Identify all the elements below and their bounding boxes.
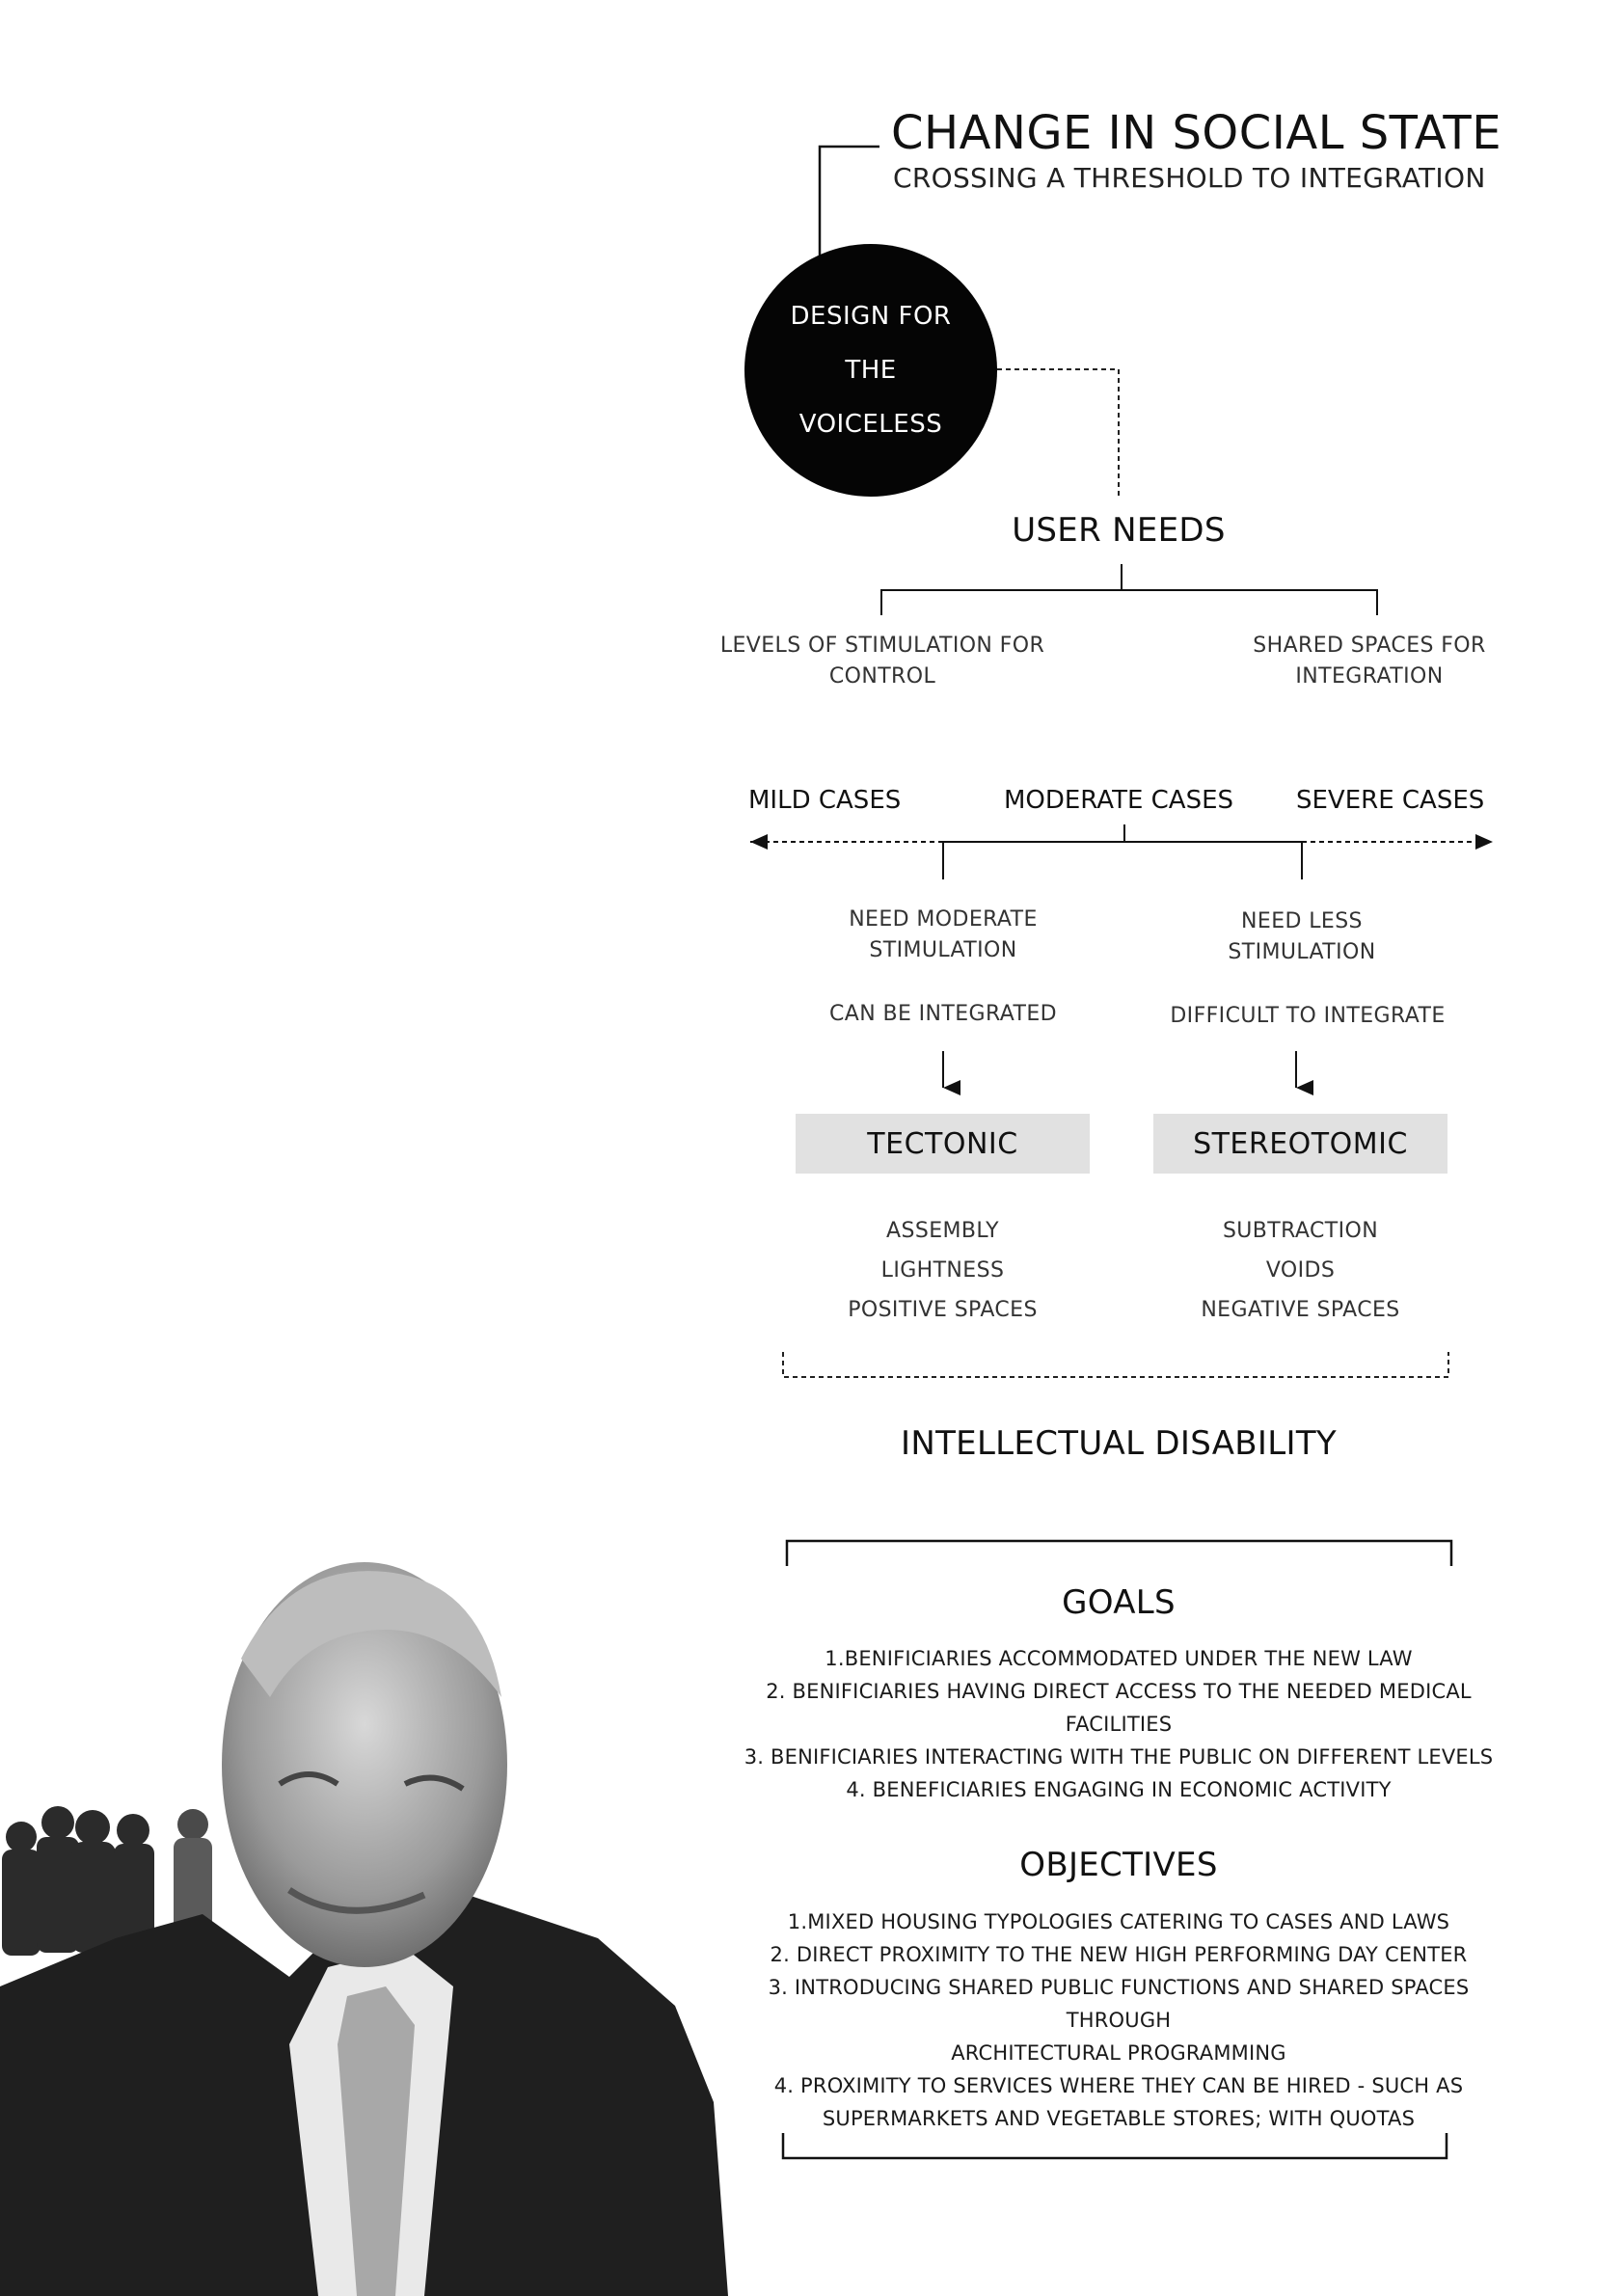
goal-item: 3. BENIFICIARIES INTERACTING WITH THE PUBLIC ON DIFFERENT LEVELS xyxy=(744,1745,1494,1769)
user-need-stimulation-line-2: CONTROL xyxy=(828,664,936,689)
moderate-stimulation-need xyxy=(808,905,1078,966)
cases-spectrum xyxy=(750,824,1493,879)
severe-need-line-1: NEED LESS xyxy=(1241,909,1363,933)
moderate-need-line-2: STIMULATION xyxy=(869,938,1017,962)
goals-heading: GOALS xyxy=(1062,1583,1176,1622)
objective-item: 1.MIXED HOUSING TYPOLOGIES CATERING TO CASES AND LAWS xyxy=(787,1910,1450,1933)
user-need-shared-spaces xyxy=(1225,631,1514,692)
stereotomic-trait: SUBTRACTION xyxy=(1222,1219,1379,1243)
tectonic-traits xyxy=(796,1211,1090,1330)
moderate-need-line-1: NEED MODERATE xyxy=(849,907,1038,932)
severe-cases-label: SEVERE CASES xyxy=(1296,786,1485,815)
tectonic-trait: ASSEMBLY xyxy=(886,1219,999,1243)
objectives-heading: OBJECTIVES xyxy=(1019,1846,1218,1884)
design-for-the-voiceless-circle xyxy=(744,244,997,497)
stereotomic-trait: NEGATIVE SPACES xyxy=(1201,1298,1400,1322)
objective-item: 3. INTRODUCING SHARED PUBLIC FUNCTIONS AND SHARED SPACES THROUGH xyxy=(768,1976,1470,2032)
goals-bracket xyxy=(787,1541,1451,1566)
user-need-shared-spaces-line-2: INTEGRATION xyxy=(1295,664,1444,689)
title-connector xyxy=(820,147,879,256)
tectonic-box: TECTONIC xyxy=(796,1114,1090,1174)
severe-stimulation-need xyxy=(1167,906,1437,968)
moderate-cases-label: MODERATE CASES xyxy=(1003,786,1234,815)
severe-integration-text: DIFFICULT TO INTEGRATE xyxy=(1170,1004,1446,1028)
objective-item: SUPERMARKETS AND VEGETABLE STORES; WITH QUOTAS xyxy=(822,2107,1416,2130)
goals-list xyxy=(733,1642,1504,1806)
collage-illustration xyxy=(0,1562,728,2296)
user-need-shared-spaces-line-1: SHARED SPACES FOR xyxy=(1253,634,1486,658)
mild-cases-label: MILD CASES xyxy=(748,786,902,815)
page-title: CHANGE IN SOCIAL STATE xyxy=(891,106,1502,160)
stereotomic-traits xyxy=(1153,1211,1447,1330)
circle-to-user-needs-connector xyxy=(997,369,1119,497)
circle-line-3: VOICELESS xyxy=(798,410,943,439)
tectonic-trait: POSITIVE SPACES xyxy=(848,1298,1038,1322)
stereotomic-trait: VOIDS xyxy=(1265,1258,1336,1283)
user-need-stimulation xyxy=(714,631,1051,692)
goal-item: 1.BENIFICIARIES ACCOMMODATED UNDER THE NEW LAW xyxy=(825,1647,1413,1670)
user-needs-heading: USER NEEDS xyxy=(1012,511,1226,550)
user-need-stimulation-line-1: LEVELS OF STIMULATION FOR xyxy=(719,634,1045,658)
down-arrows xyxy=(943,1051,1296,1088)
goal-item: 2. BENIFICIARIES HAVING DIRECT ACCESS TO THE NEEDED MEDICAL xyxy=(766,1680,1472,1703)
intellectual-disability-heading: INTELLECTUAL DISABILITY xyxy=(901,1424,1337,1463)
goal-item: 4. BENEFICIARIES ENGAGING IN ECONOMIC ACTIVITY xyxy=(846,1778,1392,1801)
objective-item: 2. DIRECT PROXIMITY TO THE NEW HIGH PERFORMING DAY CENTER xyxy=(770,1943,1468,1966)
goal-item: FACILITIES xyxy=(1065,1713,1173,1736)
moderate-integration-text: CAN BE INTEGRATED xyxy=(829,1002,1057,1026)
stereotomic-box: STEREOTOMIC xyxy=(1153,1114,1447,1174)
tectonic-trait: LIGHTNESS xyxy=(880,1258,1005,1283)
approaches-bracket xyxy=(783,1352,1448,1377)
circle-line-2: THE xyxy=(845,356,897,385)
page-subtitle: CROSSING A THRESHOLD TO INTEGRATION xyxy=(893,162,1486,194)
objective-item: ARCHITECTURAL PROGRAMMING xyxy=(951,2041,1286,2065)
severe-need-line-2: STIMULATION xyxy=(1228,940,1376,964)
objectives-list xyxy=(714,1905,1524,2135)
objective-item: 4. PROXIMITY TO SERVICES WHERE THEY CAN BE HIRED - SUCH AS xyxy=(773,2074,1464,2097)
circle-line-1: DESIGN FOR xyxy=(790,302,952,331)
user-needs-bracket xyxy=(881,564,1377,615)
objectives-bracket xyxy=(783,2133,1447,2158)
